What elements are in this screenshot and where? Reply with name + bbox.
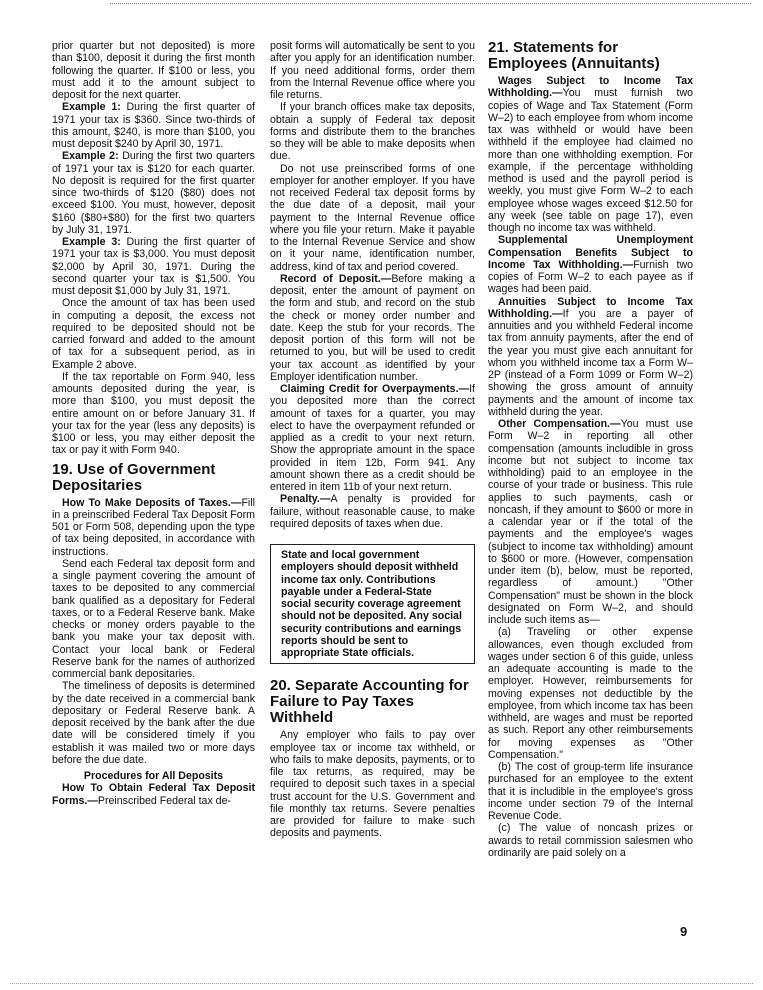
how-to-obtain-forms	[52, 782, 255, 807]
example-2	[52, 150, 255, 236]
annuities-subject	[488, 296, 693, 419]
run-in-heading: How To Make Deposits of Taxes.—	[62, 496, 242, 509]
top-rule	[110, 3, 751, 4]
state-local-notice-box: State and local government employers should deposit withheld income tax only. Contributions payable under a Federal-State social security coverage agreement should not be deposited. Any social security contributions and earnings reports should be sent to appropriate State officials.	[270, 544, 475, 664]
example-3-label: Example 3:	[62, 236, 121, 248]
run-in-heading: Penalty.—	[280, 493, 331, 506]
paragraph: Send each Federal tax deposit form and a single payment covering the amount of taxes to be deposited to any commercial bank qualified as a depositary for Federal taxes, or to a Federal Reserve bank. Make checks or money orders payable to the bank you make your tax deposit with. Contact your local bank or Federal Reserve bank for the names of authorized commercial bank depositaries.	[52, 557, 255, 680]
paragraph: prior quarter but not deposited) is more than $100, deposit it during the first month following the quarter. If $100 or less, you must add it to the amount subject to deposit for the next quarter.	[52, 40, 255, 101]
paragraph: Once the amount of tax has been used in computing a deposit, the excess not required to be deposited should not be carried forward and added to the amount of tax for a subsequent period, as in Example 2 above.	[52, 297, 255, 371]
claiming-credit	[270, 383, 475, 493]
column-middle	[270, 40, 475, 840]
paragraph: If your branch offices make tax deposits, obtain a supply of Federal tax deposit forms and distribute them to the branches so they will be able to make deposits when due.	[270, 101, 475, 163]
example-2-label: Example 2:	[62, 150, 119, 163]
section-19-heading: 19. Use of Government Depositaries	[52, 460, 216, 494]
example-3-text: During the first quarter of 1971 your tax is $3,000. You must deposit $2,000 by April 30, 1971. During the second quarter your tax is $1,500. You must deposit $1,000 by July 31, 1971.	[52, 236, 255, 297]
paragraph: If the tax reportable on Form 940, less amounts deposited during the year, is more than $100, you must deposit the entire amount on or before January 31. If your tax for the year (less any deposits) is $100 or less, you may either deposit the tax or pay it with Form 940.	[52, 370, 255, 457]
paragraph-text: If you deposited more than the correct amount of taxes for a quarter, you may elect to have the overpayment refunded or applied as a credit to your next return. Show the appropriate amount in the space provided in item 12b, Form 941. Any amount shown there as a credit should be entered in item 11b of your next return.	[270, 383, 475, 493]
paragraph: posit forms will automatically be sent to you after you apply for an identification number. If you need additional forms, order them from the Internal Revenue office where you file returns.	[270, 40, 475, 101]
procedures-heading: Procedures for All Deposits	[83, 770, 224, 782]
paragraph: Do not use preinscribed forms of one employer for another employer. If you have not received Federal tax deposit forms by the due date of a deposit, mail your payment to the Internal Revenue office where you file your return. Make it payable to the Internal Revenue Service and show on it your name, identification number, address, kind of tax and period covered.	[270, 162, 475, 273]
paragraph: Any employer who fails to pay over employee tax or income tax withheld, or who fails to make deposits, payments, or to file tax returns, as required, may be required to deposit such taxes in a special trust account for the U.S. Government and file monthly tax returns. Severe penalties are provided for failure to make such deposits and payments.	[270, 729, 475, 840]
paragraph-text: Before making a deposit, enter the amount of payment on the form and stub, and record on the stub the check or money order number and date. Keep the stub for your records. The deposit portion of this form will not be returned to you, but will be used to credit your tax account as identified by your Employer identification number.	[270, 272, 475, 383]
example-1-text: During the first quarter of 1971 your tax is $360. Since two-thirds of this amount, $240, is more than $100, you must deposit $240 by April 30, 1971.	[52, 101, 255, 150]
section-20-heading: 20. Separate Accounting for Failure to Pay Taxes Withheld	[270, 677, 469, 727]
run-in-heading: Supplemental Unemployment Compensation Benefits Subject to Income Tax Withholding.—	[488, 234, 693, 271]
page-number: 9	[680, 924, 688, 939]
paragraph-text: If you are a payer of annuities and you withheld Federal income tax from annuity payments, after the end of the year you must give each annuitant for whom you withheld income tax a Form W–2P (instead of a Form 1099 or Form W–2) showing the gross amount of annuity payments and the amount of income tax withheld during the year.	[488, 307, 693, 418]
item-c: (c) The value of noncash prizes or awards to retail commission salesmen who ordinarily are paid solely on a	[488, 822, 693, 859]
column-right	[488, 40, 693, 859]
paragraph-text: Fill in a preinscribed Federal Tax Deposit Form 501 or Form 508, depending upon the type of tax being deposited, in accordance with instructions.	[52, 496, 255, 558]
column-left	[52, 40, 255, 807]
bottom-rule	[10, 983, 753, 984]
paragraph: The timeliness of deposits is determined by the date received in a commercial bank depositary or Federal Reserve bank. A deposit received by the bank after the due date will be considered timely if you establish it was mailed two or more days before the due date.	[52, 680, 255, 766]
run-in-heading: Annuities Subject to Income Tax Withholding.—	[488, 295, 693, 320]
paragraph-text: Furnish two copies of Form W–2 to each payee as if wages had been paid.	[488, 258, 693, 296]
supplemental-benefits	[488, 234, 693, 295]
run-in-heading: Wages Subject to Income Tax Withholding.—	[488, 75, 693, 100]
paragraph-text: Preinscribed Federal tax de-	[97, 794, 231, 807]
wages-subject	[488, 75, 693, 234]
run-in-heading: Record of Deposit.—	[280, 272, 392, 285]
item-b: (b) The cost of group-term life insurance purchased for an employee to the extent that it is includible in the employee's gross income under section 79 of the Internal Revenue Code.	[488, 761, 693, 822]
example-1	[52, 101, 255, 150]
paragraph-text: You must use Form W–2 in reporting all other compensation (amounts includible in gross income but not subject to income tax withholding) paid to an employee in the course of your trade or business. This rule applies to such payments, cash or noncash, if they amount to $600 or more in a calendar year or if the total of the payments and the employee's wages (subject to income tax withholding) amount to $600 or more. (However, compensation under item (b), below, must be reported, regardless of amount.) "Other Compensation" must be shown in the block designated on Form W–2, and should include such items as—	[488, 418, 693, 626]
example-1-label: Example 1:	[62, 101, 121, 114]
run-in-heading: How To Obtain Federal Tax Deposit Forms.—	[52, 782, 255, 807]
example-3	[52, 236, 255, 297]
run-in-heading: Other Compensation.—	[498, 418, 621, 430]
example-2-text: During the first two quarters of 1971 your tax is $120 for each quarter. No deposit is required for the first quarter since two-thirds of $120 ($80) does not exceed $100. You must, however, deposit $160 ($80+$80) for the first two quarters by July 31, 1971.	[52, 150, 255, 236]
run-in-heading: Claiming Credit for Overpayments.—	[280, 383, 470, 395]
penalty	[270, 493, 475, 530]
section-21-heading: 21. Statements for Employees (Annuitants)	[488, 39, 660, 72]
paragraph-text: You must furnish two copies of Wage and Tax Statement (Form W–2) to each employee from whom income tax was withheld or would have been withheld if the employee had claimed no more than one withholding exemption. For example, if the percentage withholding method is used and the payroll period is weekly, you must give Form W–2 to each employee whose wages exceed $12.50 for any week (see table on page 17), even though no income tax was withheld.	[488, 87, 693, 234]
item-a: (a) Traveling or other expense allowances, even though excluded from wages under section 6 of this guide, unless an adequate accounting is made to the employer. However, reimbursements for moving expenses not deductible by the employee, from which income tax has been withheld, are wages and must be reported as such. Report any other reimbursements for moving expenses as "Other Compensation."	[488, 626, 693, 761]
record-of-deposit	[270, 273, 475, 383]
paragraph-text: A penalty is provided for failure, without reasonable cause, to make required deposits of taxes when due.	[270, 493, 475, 530]
how-to-make-deposits	[52, 497, 255, 558]
other-compensation	[488, 418, 693, 626]
